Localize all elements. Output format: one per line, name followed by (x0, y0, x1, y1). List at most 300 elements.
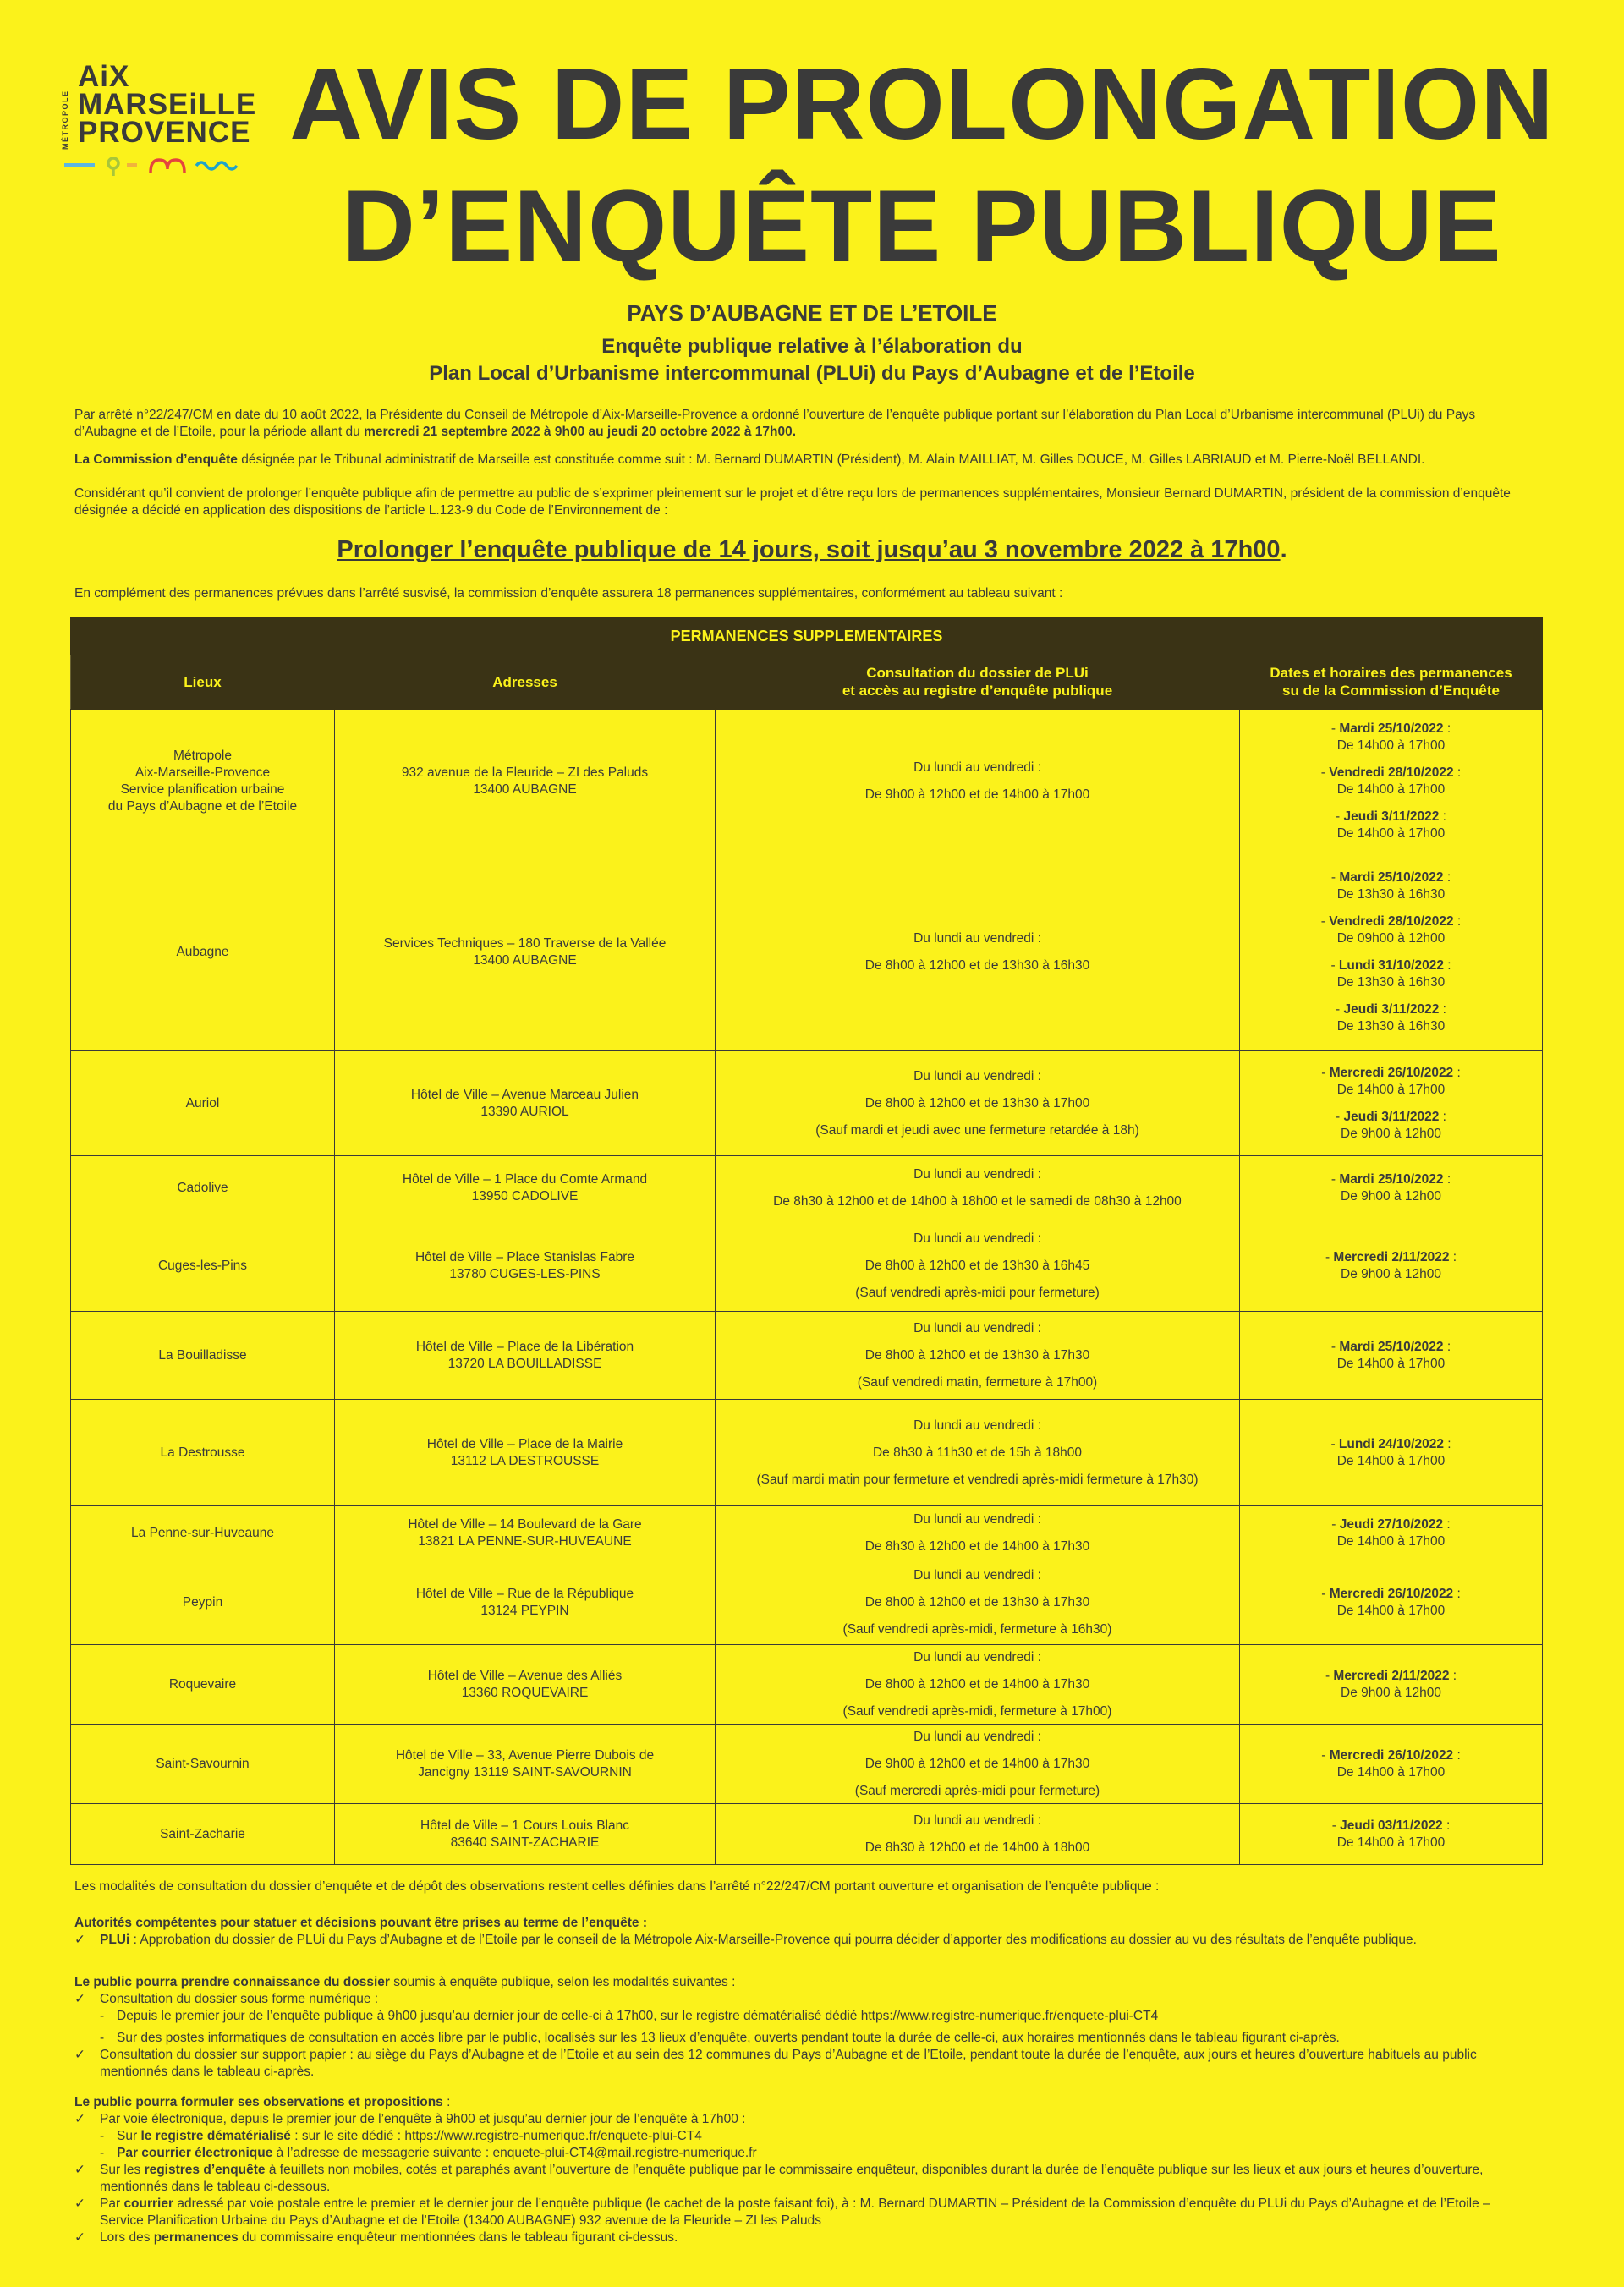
adresse-line: Jancigny 13119 SAINT-SAVOURNIN (418, 1764, 632, 1780)
observations-item-1b-bold: Par courrier électronique (117, 2146, 273, 2160)
consultation-line: Du lundi au vendredi : (914, 1649, 1041, 1665)
consultation-line: De 8h00 à 12h00 et de 13h30 à 16h30 (864, 957, 1090, 973)
consultation-line: Du lundi au vendredi : (914, 1729, 1041, 1744)
permanence-day: Lundi 24/10/2022 (1338, 1436, 1444, 1451)
logo-line-2: MARSEiLLE (78, 88, 257, 121)
cell-adresse (335, 853, 716, 1051)
permanence-day-line (1247, 957, 1535, 974)
adresse-line: 13720 LA BOUILLADISSE (447, 1356, 602, 1371)
permanence-hours: De 14h00 à 17h00 (1336, 825, 1446, 841)
lieu-line: La Penne-sur-Huveaune (131, 1525, 274, 1540)
consultation-line: (Sauf mardi matin pour fermeture et vendredi après-midi fermeture à 17h30) (756, 1472, 1199, 1487)
colon-mark: : (1442, 1818, 1451, 1833)
permanence-hours: De 14h00 à 17h00 (1336, 782, 1446, 797)
dash-icon: - (1330, 869, 1340, 885)
dash-icon: - (1321, 1747, 1330, 1763)
consultation-title-bold: Le public pourra prendre connaissance du dossier (74, 1975, 390, 1989)
cell-consultation (716, 853, 1240, 1051)
observations-item-3: adressé par voie postale entre le premier et le dernier jour de l’enquête publique (le cachet de la poste faisant foi), à : M. Bernard DUMARTIN – Président de la Commission d’enquête du PLUi du Pays d’Aubagne et de l’Etoile – Service Planification Urbaine du Pays d’Aubagne et de l’Etoile (13400 AUBAGNE) 932 avenue de la Fleuride – ZI les Paluds (100, 2197, 1490, 2228)
cell-adresse (335, 710, 716, 853)
cell-dates (1240, 1645, 1543, 1725)
cell-adresse (335, 1725, 716, 1804)
permanence-hours: De 14h00 à 17h00 (1336, 1453, 1446, 1468)
permanence-day: Mercredi 2/11/2022 (1333, 1249, 1450, 1264)
observations-item-3-pre: Par (100, 2197, 124, 2211)
cell-lieu (71, 1560, 335, 1645)
list-item (74, 2162, 1533, 2196)
cell-consultation (716, 1312, 1240, 1400)
intro-complement: En complément des permanences prévues dans l’arrêté susvisé, la commission d’enquête assurera 18 permanences supplémentaires, conformément au tableau suivant : (74, 586, 1063, 601)
colon-mark: : (1439, 1109, 1446, 1124)
cell-adresse (335, 1645, 716, 1725)
prolongation-dot: . (1280, 536, 1287, 563)
header-dates-line-1: Dates et horaires des permanences (1270, 665, 1512, 681)
permanence-day-line (1247, 1249, 1535, 1266)
intro-arrete-text: Par arrêté n°22/247/CM en date du 10 août 2022, la Présidente du Conseil de Métropole d’Aix-Marseille-Provence a ordonné l’ouverture de l’enquête publique portant sur l’élaboration du Plan Local d’Urbanisme intercommunal (PLUi) du Pays d’Aubagne et de l’Etoile, pour la période allant du (74, 408, 1476, 439)
cell-consultation (716, 710, 1240, 853)
permanence-hours: De 13h30 à 16h30 (1336, 974, 1446, 990)
permanence-hours: De 13h30 à 16h30 (1336, 1018, 1446, 1034)
permanence-day-line (1247, 1109, 1535, 1126)
consultation-line: Du lundi au vendredi : (914, 1068, 1041, 1083)
permanence-date (1247, 721, 1535, 754)
dash-icon: - (1330, 721, 1340, 736)
consultation-item-1a: Depuis le premier jour de l’enquête publique à 9h00 jusqu’au dernier jour de celle-ci à 17h00, sur le registre dématérialisé dédié https://www.registre-numerique.fr/enquete-plui-CT4 (117, 2009, 1159, 2023)
cell-consultation (716, 1400, 1240, 1506)
permanence-day-line (1247, 1065, 1535, 1082)
autorites-item-text: : Approbation du dossier de PLUi du Pays d’Aubagne et de l’Etoile par le conseil de la Métropole Aix-Marseille-Provence qui pourra décider d’apporter des modifications au dossier au vu des résultats de l’enquête publique. (129, 1933, 1417, 1947)
permanence-day: Jeudi 3/11/2022 (1343, 1109, 1440, 1124)
adresse-line: 83640 SAINT-ZACHARIE (450, 1835, 600, 1850)
permanence-hours: De 14h00 à 17h00 (1336, 1533, 1446, 1549)
adresse-line: Hôtel de Ville – Avenue Marceau Julien (410, 1087, 639, 1102)
lieu-line: Peypin (182, 1594, 223, 1610)
adresse-line: 13112 LA DESTROUSSE (450, 1453, 600, 1468)
dash-icon: - (1330, 957, 1339, 973)
cell-dates (1240, 1312, 1543, 1400)
permanence-hours: De 13h30 à 16h30 (1336, 886, 1446, 902)
checkmark-icon: ✓ (74, 1933, 85, 1947)
cell-dates (1240, 1156, 1543, 1220)
colon-mark: : (1443, 869, 1451, 885)
logo-vertical-text: MÉTROPOLE (61, 90, 69, 151)
cell-adresse (335, 1804, 716, 1865)
lieu-line: Métropole (173, 748, 232, 763)
permanence-date (1247, 1065, 1535, 1099)
observations-item-1b: à l’adresse de messagerie suivante : enquete-plui-CT4@mail.registre-numerique.fr (272, 2146, 757, 2160)
observations-item-1a: : sur le site dédié : https://www.registre-numerique.fr/enquete-plui-CT4 (290, 2129, 702, 2143)
consultation-line: Du lundi au vendredi : (914, 1567, 1041, 1582)
adresse-line: 13400 AUBAGNE (473, 782, 577, 797)
consultation-line: Du lundi au vendredi : (914, 1166, 1041, 1182)
main-title-line-1: AVIS DE PROLONGATION (289, 47, 1555, 161)
main-title-line-2: D’ENQUÊTE PUBLIQUE (342, 169, 1502, 282)
footer-observations (74, 2094, 1533, 2246)
consultation-line: Du lundi au vendredi : (914, 1231, 1041, 1246)
checkmark-icon: ✓ (74, 2048, 85, 2062)
lieu-line: Cuges-les-Pins (157, 1258, 248, 1273)
permanence-date (1247, 1668, 1535, 1702)
header-adresses: Adresses (335, 655, 716, 710)
consultation-line: De 8h30 à 12h00 et de 14h00 à 18h00 (864, 1840, 1090, 1855)
consultation-line: De 8h00 à 12h00 et de 14h00 à 17h30 (864, 1676, 1090, 1692)
permanence-hours: De 9h00 à 12h00 (1341, 1685, 1441, 1700)
list-item (74, 1991, 1533, 2008)
checkmark-icon: ✓ (74, 2163, 85, 2177)
dash-icon: - (1336, 809, 1344, 824)
adresse-line: 13950 CADOLIVE (471, 1188, 579, 1204)
subtitle-territory: PAYS D’AUBAGNE ET DE L’ETOILE (627, 300, 997, 326)
permanence-day: Mardi 25/10/2022 (1339, 1171, 1444, 1187)
permanence-date (1247, 1747, 1535, 1781)
logo-line-1: AiX (78, 60, 130, 93)
consultation-item-1b: Sur des postes informatiques de consultation en accès libre par le public, localisés sur les 13 lieux d’enquête, ouverts pendant toute la durée de celle-ci, aux horaires mentionnés dans le tableau figurant ci-après. (117, 2031, 1340, 2045)
cell-lieu (71, 1312, 335, 1400)
dash-icon: - (1325, 1249, 1334, 1264)
permanence-date (1247, 913, 1535, 947)
permanence-day: Mardi 25/10/2022 (1339, 869, 1444, 885)
permanence-day: Jeudi 27/10/2022 (1339, 1516, 1444, 1532)
consultation-line: De 8h00 à 12h00 et de 13h30 à 17h00 (864, 1095, 1090, 1111)
dash-icon: - (100, 2129, 105, 2143)
colon-mark: : (1453, 913, 1462, 929)
dash-icon: - (1320, 913, 1330, 929)
consultation-title (74, 1974, 1533, 1991)
permanence-hours: De 14h00 à 17h00 (1336, 1835, 1446, 1850)
consultation-line: (Sauf vendredi matin, fermeture à 17h00) (857, 1374, 1098, 1390)
consultation-line: De 9h00 à 12h00 et de 14h00 à 17h30 (864, 1756, 1090, 1771)
permanence-date (1247, 1586, 1535, 1620)
adresse-line: Hôtel de Ville – 1 Cours Louis Blanc (420, 1818, 629, 1833)
colon-mark: : (1453, 1065, 1461, 1080)
adresse-line: Hôtel de Ville – 33, Avenue Pierre Dubois de (395, 1747, 655, 1763)
permanence-date (1247, 1516, 1535, 1550)
permanence-day: Vendredi 28/10/2022 (1329, 765, 1454, 780)
cell-lieu (71, 1156, 335, 1220)
dash-icon: - (1330, 1436, 1339, 1451)
colon-mark: : (1443, 1436, 1451, 1451)
autorites-title: Autorités compétentes pour statuer et décisions pouvant être prises au terme de l’enquête : (74, 1916, 647, 1930)
dash-icon: - (1320, 765, 1330, 780)
subtitle-subject: Enquête publique relative à l’élaboration du (601, 335, 1023, 358)
permanence-day: Jeudi 3/11/2022 (1343, 1001, 1440, 1017)
autorites-item-label: PLUi (100, 1933, 130, 1947)
observations-item-1a-bold: le registre dématérialisé (140, 2129, 291, 2143)
consultation-line: (Sauf mardi et jeudi avec une fermeture retardée à 18h) (815, 1122, 1139, 1138)
consultation-line: Du lundi au vendredi : (914, 1418, 1041, 1433)
dash-icon: - (1330, 1339, 1340, 1354)
colon-mark: : (1453, 1747, 1461, 1763)
list-item (74, 2008, 1533, 2025)
adresse-line: 13124 PEYPIN (480, 1603, 569, 1618)
colon-mark: : (1443, 1516, 1451, 1532)
adresse-line: Services Techniques – 180 Traverse de la Vallée (383, 935, 667, 951)
list-item (74, 2196, 1533, 2229)
permanence-day: Mercredi 26/10/2022 (1329, 1586, 1454, 1601)
table-row (71, 1220, 1543, 1312)
observations-title (74, 2094, 1533, 2111)
logo-symbols-icon (63, 157, 266, 178)
observations-title-bold: Le public pourra formuler ses observations et propositions (74, 2095, 443, 2109)
table-title: PERMANENCES SUPPLEMENTAIRES (71, 618, 1543, 655)
dash-icon: - (1325, 1668, 1334, 1683)
consultation-line: Du lundi au vendredi : (914, 1813, 1041, 1828)
consultation-line: De 8h00 à 12h00 et de 13h30 à 17h30 (864, 1347, 1090, 1363)
permanence-day: Mardi 25/10/2022 (1339, 721, 1444, 736)
header-consultation (716, 655, 1240, 710)
observations-item-2: à feuillets non mobiles, cotés et paraphés avant l’ouverture de l’enquête publique par le commissaire enquêteur, disponibles durant la durée de l’enquête publique sur les lieux et aux jours et heures d’ouverture, mentionnés dans le tableau ci-dessous. (100, 2163, 1484, 2194)
dash-icon: - (1331, 1818, 1341, 1833)
consultation-line: (Sauf vendredi après-midi, fermeture à 16h30) (842, 1621, 1112, 1637)
permanence-hours: De 09h00 à 12h00 (1336, 930, 1446, 946)
permanence-date (1247, 1171, 1535, 1205)
intro-arrete (74, 407, 1533, 441)
intro-commission-label: La Commission d’enquête (74, 452, 238, 467)
lieu-line: Auriol (185, 1095, 220, 1111)
observations-item-2-pre: Sur les (100, 2163, 145, 2177)
dash-icon: - (1321, 1065, 1330, 1080)
header-consultation-line-2: et accès au registre d’enquête publique (842, 683, 1113, 699)
cell-dates (1240, 1400, 1543, 1506)
adresse-line: 13390 AURIOL (480, 1104, 569, 1119)
permanence-day: Mardi 25/10/2022 (1339, 1339, 1444, 1354)
colon-mark: : (1443, 957, 1451, 973)
table-body (71, 710, 1543, 1865)
list-item (74, 2047, 1533, 2081)
list-item (74, 2128, 1533, 2145)
list-item (74, 2145, 1533, 2162)
permanence-day-line (1247, 1171, 1535, 1188)
dash-icon: - (1331, 1516, 1340, 1532)
cell-lieu (71, 710, 335, 853)
header-consultation-line-1: Consultation du dossier de PLUi (866, 665, 1089, 681)
permanence-day-line (1247, 1668, 1535, 1685)
list-item (74, 2030, 1533, 2047)
permanence-day-line (1247, 721, 1535, 738)
intro-commission (74, 452, 1533, 469)
cell-consultation (716, 1725, 1240, 1804)
colon-mark: : (1443, 1339, 1451, 1354)
consultation-line: (Sauf vendredi après-midi, fermeture à 17h00) (842, 1703, 1112, 1719)
permanence-date (1247, 765, 1535, 798)
permanence-date (1247, 1339, 1535, 1373)
observations-item-4-pre: Lors des (100, 2230, 154, 2245)
cell-adresse (335, 1560, 716, 1645)
cell-consultation (716, 1506, 1240, 1560)
dash-icon: - (100, 2146, 105, 2160)
permanence-date (1247, 957, 1535, 991)
observations-item-4-bold: permanences (153, 2230, 239, 2245)
permanence-day: Mercredi 26/10/2022 (1329, 1747, 1454, 1763)
permanence-day-line (1247, 869, 1535, 886)
table-row (71, 1645, 1543, 1725)
adresse-line: Hôtel de Ville – Avenue des Alliés (427, 1668, 623, 1683)
cell-consultation (716, 1804, 1240, 1865)
lieu-line: Saint-Savournin (156, 1756, 250, 1771)
permanence-date (1247, 1436, 1535, 1470)
permanence-day-line (1247, 809, 1535, 825)
consultation-line: De 8h30 à 12h00 et de 14h00 à 18h00 et le samedi de 08h30 à 12h00 (773, 1193, 1182, 1209)
cell-adresse (335, 1220, 716, 1312)
consultation-title-text: soumis à enquête publique, selon les modalités suivantes : (389, 1975, 736, 1989)
permanence-hours: De 14h00 à 17h00 (1336, 1603, 1446, 1618)
colon-mark: : (1449, 1668, 1457, 1683)
table-row (71, 1156, 1543, 1220)
permanence-day: Vendredi 28/10/2022 (1329, 913, 1454, 929)
permanence-date (1247, 1818, 1535, 1851)
list-item (74, 2111, 1533, 2128)
cell-dates (1240, 853, 1543, 1051)
dash-icon: - (1330, 1171, 1340, 1187)
colon-mark: : (1453, 1586, 1461, 1601)
consultation-line: De 9h00 à 12h00 et de 14h00 à 17h00 (864, 787, 1090, 802)
permanence-day: Mercredi 26/10/2022 (1329, 1065, 1454, 1080)
permanence-hours: De 14h00 à 17h00 (1336, 1082, 1446, 1097)
intro-commission-text: désignée par le Tribunal administratif de Marseille est constituée comme suit : M. Bernard DUMARTIN (Président), M. Alain MAILLIAT, M. Gilles DOUCE, M. Gilles LABRIAUD et M. Pierre-Noël BELLANDI. (237, 452, 1425, 467)
permanence-date (1247, 1249, 1535, 1283)
adresse-line: 13400 AUBAGNE (473, 952, 577, 968)
observations-title-text: : (442, 2095, 451, 2109)
lieu-line: Aix-Marseille-Provence (134, 765, 271, 780)
permanences-table (70, 617, 1543, 1865)
permanence-day-line (1247, 913, 1535, 930)
adresse-line: Hôtel de Ville – Place de la Libération (415, 1339, 634, 1354)
consultation-item-1: Consultation du dossier sous forme numérique : (100, 1992, 379, 2006)
colon-mark: : (1443, 721, 1451, 736)
cell-lieu (71, 1506, 335, 1560)
permanence-hours: De 14h00 à 17h00 (1336, 738, 1446, 753)
permanence-date (1247, 1109, 1535, 1143)
colon-mark: : (1453, 765, 1462, 780)
footer-autorites (74, 1915, 1533, 1949)
checkmark-icon: ✓ (74, 1992, 85, 2006)
header-dates (1240, 655, 1543, 710)
permanence-day: Mercredi 2/11/2022 (1333, 1668, 1450, 1683)
colon-mark: : (1439, 1001, 1446, 1017)
cell-lieu (71, 1804, 335, 1865)
adresse-line: Hôtel de Ville – Rue de la République (415, 1586, 634, 1601)
dash-icon: - (1336, 1109, 1344, 1124)
cell-lieu (71, 1725, 335, 1804)
lieu-line: Cadolive (177, 1180, 228, 1195)
cell-adresse (335, 1506, 716, 1560)
adresse-line: Hôtel de Ville – Place Stanislas Fabre (414, 1249, 635, 1264)
permanence-hours: De 14h00 à 17h00 (1336, 1356, 1446, 1371)
cell-lieu (71, 1220, 335, 1312)
permanence-day: Jeudi 03/11/2022 (1340, 1818, 1443, 1833)
permanence-day: Jeudi 3/11/2022 (1343, 809, 1440, 824)
cell-adresse (335, 1312, 716, 1400)
table-row (71, 710, 1543, 853)
cell-lieu (71, 853, 335, 1051)
cell-dates (1240, 1220, 1543, 1312)
cell-dates (1240, 1804, 1543, 1865)
table-row (71, 1804, 1543, 1865)
permanence-day-line (1247, 1001, 1535, 1018)
consultation-line: (Sauf mercredi après-midi pour fermeture) (854, 1783, 1100, 1798)
permanence-date (1247, 809, 1535, 842)
consultation-line: De 8h00 à 12h00 et de 13h30 à 16h45 (864, 1258, 1090, 1273)
consultation-line: De 8h00 à 12h00 et de 13h30 à 17h30 (864, 1594, 1090, 1610)
lieu-line: Roquevaire (168, 1676, 237, 1692)
lieu-line: du Pays d’Aubagne et de l’Etoile (107, 798, 298, 814)
permanence-hours: De 14h00 à 17h00 (1336, 1764, 1446, 1780)
dash-icon: - (100, 2031, 105, 2045)
dash-icon: - (1336, 1001, 1344, 1017)
header-dates-line-2: su de la Commission d’Enquête (1282, 683, 1500, 699)
adresse-line: 932 avenue de la Fleuride – ZI des Paluds (401, 765, 649, 780)
permanence-day-line (1247, 1516, 1535, 1533)
permanence-day-line (1247, 1339, 1535, 1356)
cell-lieu (71, 1645, 335, 1725)
cell-consultation (716, 1560, 1240, 1645)
lieu-line: Saint-Zacharie (160, 1826, 245, 1841)
permanence-hours: De 9h00 à 12h00 (1341, 1188, 1441, 1204)
checkmark-icon: ✓ (74, 2197, 85, 2211)
consultation-line: Du lundi au vendredi : (914, 1511, 1041, 1527)
table-row (71, 1312, 1543, 1400)
permanence-hours: De 9h00 à 12h00 (1341, 1266, 1441, 1281)
consultation-line: (Sauf vendredi après-midi pour fermeture) (855, 1285, 1100, 1300)
dash-icon: - (1321, 1586, 1330, 1601)
cell-dates (1240, 1560, 1543, 1645)
observations-item-1a-pre: Sur (117, 2129, 141, 2143)
checkmark-icon: ✓ (74, 2230, 85, 2245)
prolongation-text: Prolonger l’enquête publique de 14 jours, soit jusqu’au 3 novembre 2022 à 17h00 (337, 536, 1281, 563)
observations-item-2-bold: registres d’enquête (144, 2163, 266, 2177)
list-item (74, 2229, 1533, 2246)
observations-item-4: du commissaire enquêteur mentionnées dans le tableau figurant ci-dessus. (238, 2230, 678, 2245)
footer-consultation (74, 1974, 1533, 2081)
intro-considerant: Considérant qu’il convient de prolonger l’enquête publique afin de permettre au public de s’exprimer pleinement sur le projet et d’être reçu lors de permanences supplémentaires, Monsieur Bernard DUMARTIN, président de la commission d’enquête désignée a décidé en application des dispositions de l’article L.123-9 du Code de l’Environnement de : (74, 486, 1511, 518)
colon-mark: : (1449, 1249, 1457, 1264)
observations-item-3-bold: courrier (123, 2197, 174, 2211)
cell-dates (1240, 710, 1543, 853)
metropole-logo (61, 60, 272, 189)
lieu-line: La Bouilladisse (158, 1347, 247, 1363)
table-row (71, 1506, 1543, 1560)
prolongation-statement (0, 536, 1624, 564)
intro-arrete-period: mercredi 21 septembre 2022 à 9h00 au jeudi 20 octobre 2022 à 17h00. (364, 425, 797, 439)
footer-modalites: Les modalités de consultation du dossier d’enquête et de dépôt des observations restent celles définies dans l’arrêté n°22/247/CM portant ouverture et organisation de l’enquête publique : (74, 1879, 1160, 1894)
list-item (74, 1932, 1533, 1949)
permanence-hours: De 9h00 à 12h00 (1341, 1126, 1441, 1141)
consultation-item-2: Consultation du dossier sur support papier : au siège du Pays d’Aubagne et de l’Etoile et au sein des 12 communes du Pays d’Aubagne et de l’Etoile, pendant toute la durée de l’enquête, aux jours et heures d’ouverture habituels au public mentionnés dans le tableau ci-après. (100, 2048, 1477, 2079)
adresse-line: 13360 ROQUEVAIRE (461, 1685, 589, 1700)
table-row (71, 1725, 1543, 1804)
lieu-line: La Destrousse (160, 1445, 245, 1460)
permanence-day-line (1247, 1818, 1535, 1835)
permanence-day-line (1247, 1436, 1535, 1453)
cell-consultation (716, 1645, 1240, 1725)
header-lieux: Lieux (71, 655, 335, 710)
permanence-day-line (1247, 1586, 1535, 1603)
adresse-line: Hôtel de Ville – Place de la Mairie (426, 1436, 623, 1451)
adresse-line: Hôtel de Ville – 14 Boulevard de la Gare (408, 1516, 642, 1532)
consultation-line: De 8h30 à 11h30 et de 15h à 18h00 (872, 1445, 1083, 1460)
table-row (71, 1051, 1543, 1156)
cell-lieu (71, 1051, 335, 1156)
subtitle-plan: Plan Local d’Urbanisme intercommunal (PLUi) du Pays d’Aubagne et de l’Etoile (429, 362, 1195, 385)
colon-mark: : (1443, 1171, 1451, 1187)
cell-lieu (71, 1400, 335, 1506)
adresse-line: 13780 CUGES-LES-PINS (449, 1266, 601, 1281)
table-row (71, 1400, 1543, 1506)
table-row (71, 1560, 1543, 1645)
adresse-line: Hôtel de Ville – 1 Place du Comte Armand (402, 1171, 648, 1187)
permanence-day-line (1247, 765, 1535, 782)
table-row (71, 853, 1543, 1051)
